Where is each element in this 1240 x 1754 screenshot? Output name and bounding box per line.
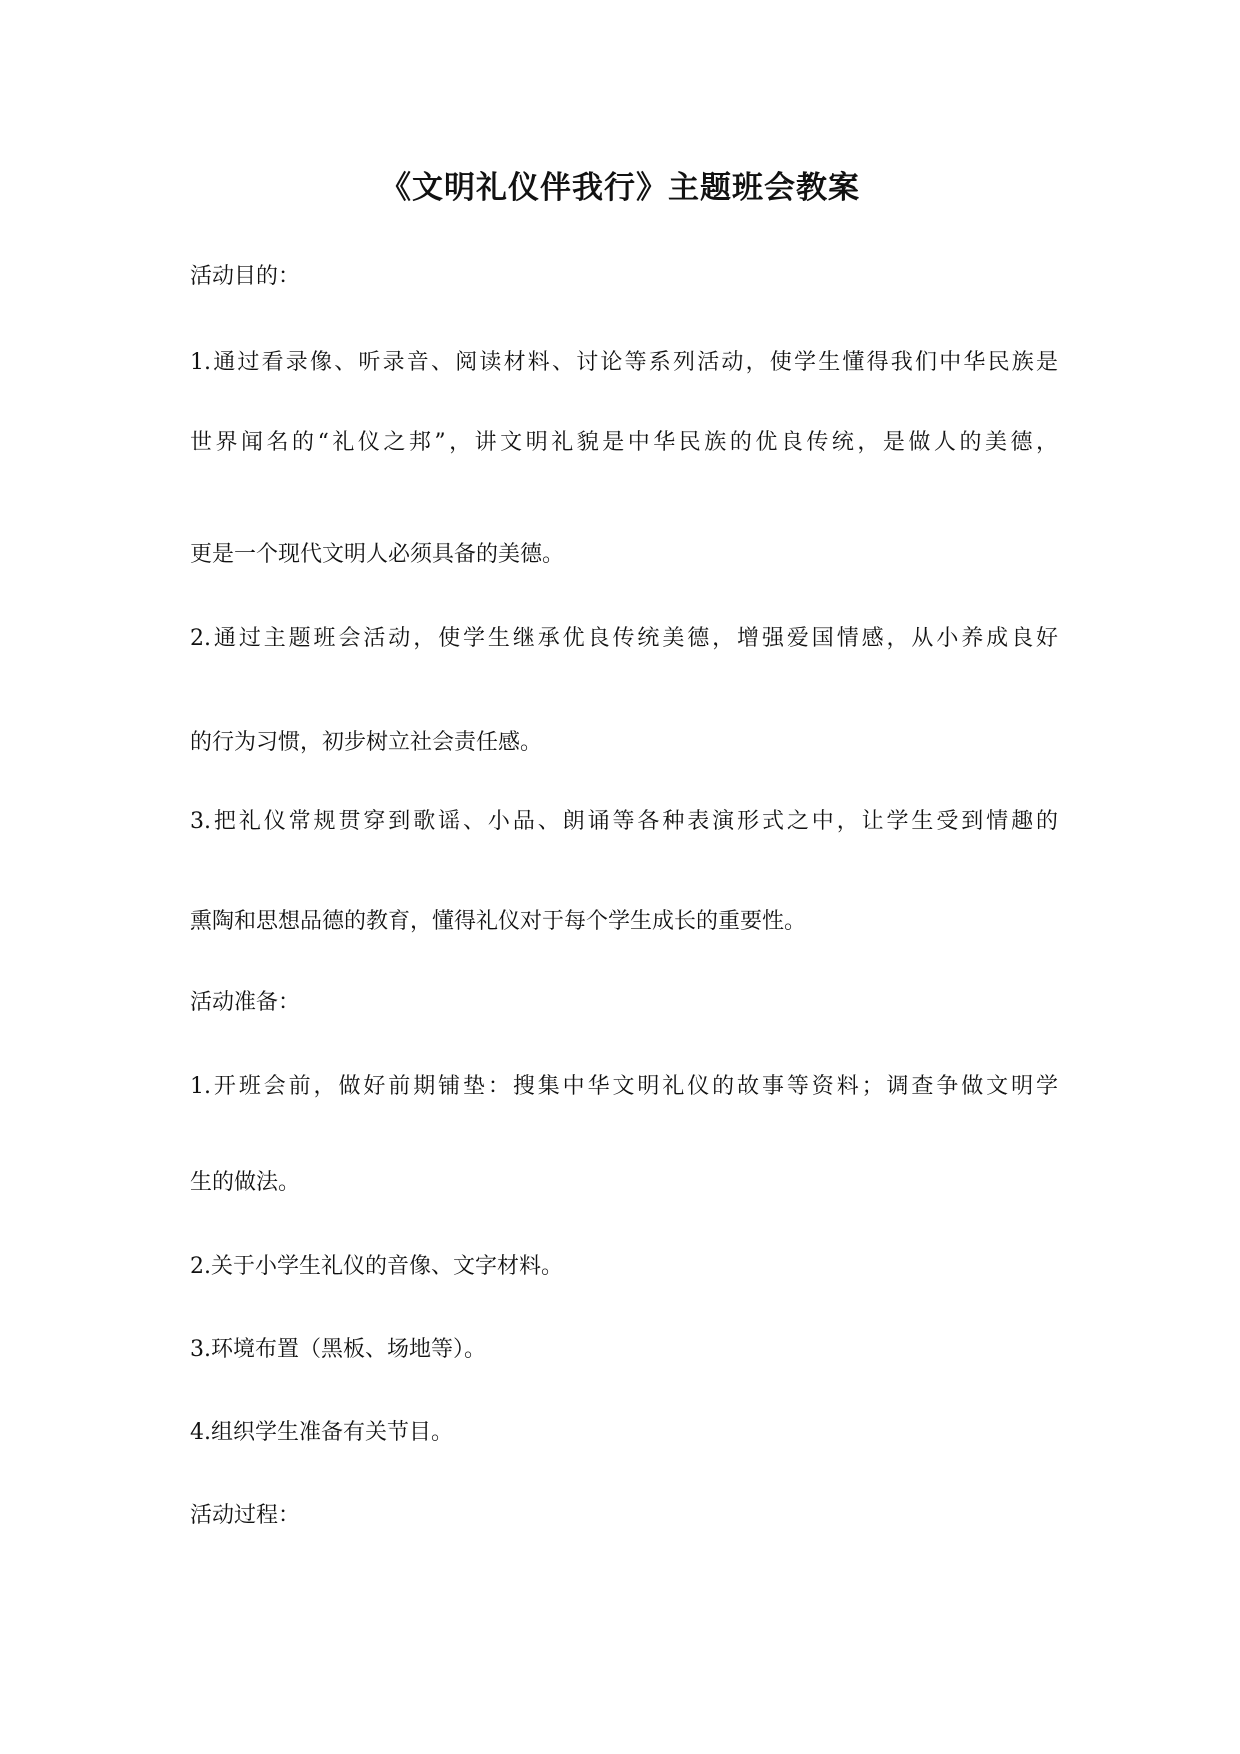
purpose-item-1-line-2: 世界闻名的“礼仪之邦”，讲文明礼貌是中华民族的优良传统，是做人的美德， (190, 430, 1058, 455)
purpose-item-1-line-1: 1.通过看录像、听录音、阅读材料、讨论等系列活动，使学生懂得我们中华民族是 (190, 350, 1058, 375)
preparation-item-2: 2.关于小学生礼仪的音像、文字材料。 (190, 1254, 563, 1279)
purpose-item-2-line-1: 2.通过主题班会活动，使学生继承优良传统美德，增强爱国情感，从小养成良好 (190, 626, 1058, 651)
preparation-item-1-line-2: 生的做法。 (190, 1170, 301, 1195)
preparation-item-4: 4.组织学生准备有关节目。 (190, 1420, 453, 1445)
document-title: 《文明礼仪伴我行》主题班会教案 (380, 170, 860, 206)
purpose-item-1-line-3: 更是一个现代文明人必须具备的美德。 (190, 542, 565, 567)
purpose-heading: 活动目的： (190, 264, 301, 289)
purpose-item-3-line-2: 熏陶和思想品德的教育，懂得礼仪对于每个学生成长的重要性。 (190, 909, 807, 934)
process-heading: 活动过程： (190, 1503, 301, 1528)
preparation-item-1-line-1: 1.开班会前，做好前期铺垫：搜集中华文明礼仪的故事等资料；调查争做文明学 (190, 1074, 1058, 1099)
preparation-heading: 活动准备： (190, 990, 301, 1015)
preparation-item-3: 3.环境布置（黑板、场地等）。 (190, 1337, 486, 1362)
purpose-item-2-line-2: 的行为习惯，初步树立社会责任感。 (190, 730, 543, 755)
purpose-item-3-line-1: 3.把礼仪常规贯穿到歌谣、小品、朗诵等各种表演形式之中，让学生受到情趣的 (190, 809, 1058, 834)
